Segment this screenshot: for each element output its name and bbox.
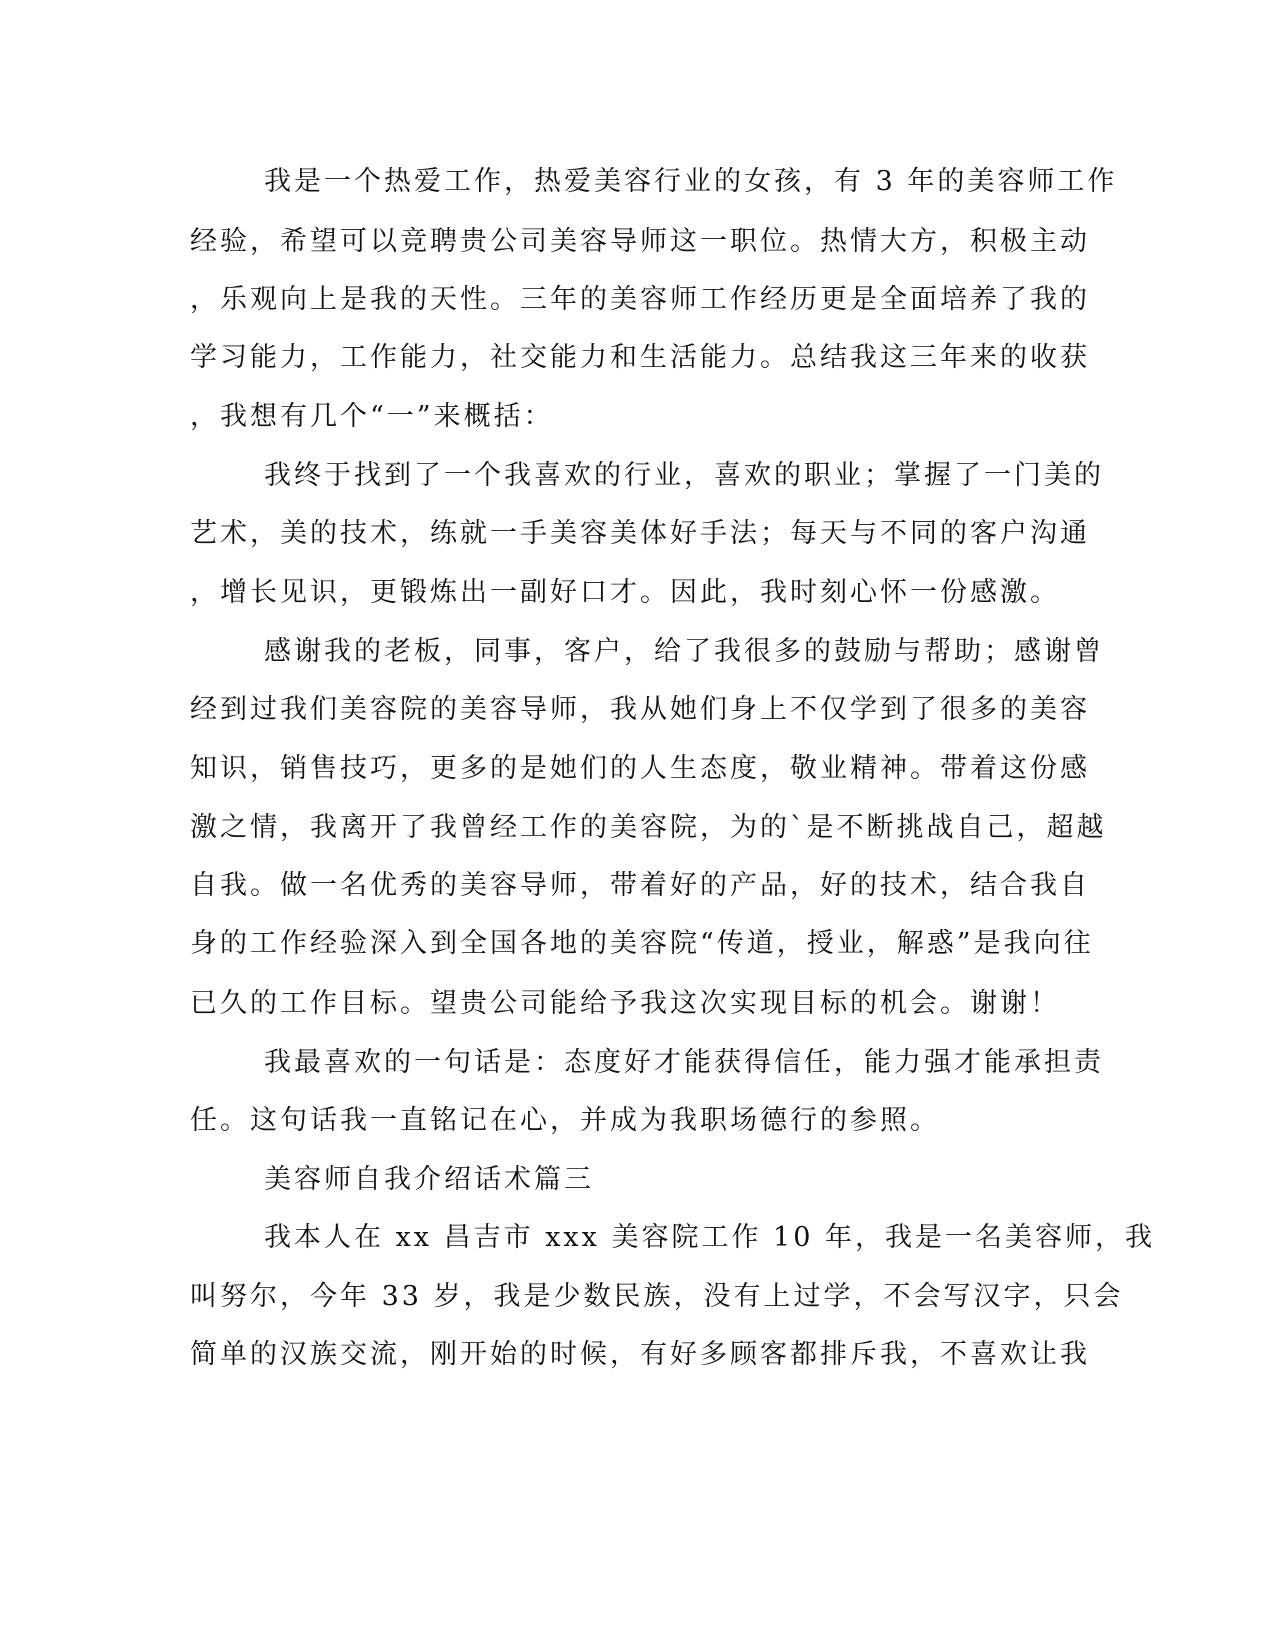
- paragraph-3-line-5: 自我。做一名优秀的美容导师，带着好的产品，好的技术，结合我自: [190, 870, 1090, 901]
- paragraph-3-line-1: 感谢我的老板，同事，客户，给了我很多的鼓励与帮助；感谢曾: [264, 636, 1104, 667]
- paragraph-2-line-1: 我终于找到了一个我喜欢的行业，喜欢的职业；掌握了一门美的: [264, 460, 1104, 491]
- paragraph-1-line-3: ，乐观向上是我的天性。三年的美容师工作经历更是全面培养了我的: [190, 284, 1090, 315]
- paragraph-2-line-2: 艺术，美的技术，练就一手美容美体好手法；每天与不同的客户沟通: [190, 518, 1090, 549]
- paragraph-5-line-3: 简单的汉族交流，刚开始的时候，有好多顾客都排斥我，不喜欢让我: [190, 1339, 1090, 1370]
- paragraph-2-line-3: ，增长见识，更锻炼出一副好口才。因此，我时刻心怀一份感激。: [190, 577, 1060, 608]
- paragraph-1-line-4: 学习能力，工作能力，社交能力和生活能力。总结我这三年来的收获: [190, 342, 1090, 373]
- paragraph-4-line-2: 任。这句话我一直铭记在心，并成为我职场德行的参照。: [190, 1105, 940, 1136]
- paragraph-1-line-5: ，我想有几个“一”来概括：: [190, 401, 554, 432]
- paragraph-1-line-1: 我是一个热爱工作，热爱美容行业的女孩，有 3 年的美容师工作: [264, 166, 1118, 197]
- paragraph-3-line-7: 已久的工作目标。望贵公司能给予我这次实现目标的机会。谢谢！: [190, 988, 1060, 1019]
- paragraph-5-line-2: 叫努尔，今年 33 岁，我是少数民族，没有上过学，不会写汉字，只会: [190, 1281, 1124, 1312]
- paragraph-5-line-1: 我本人在 xx 昌吉市 xxx 美容院工作 10 年，我是一名美容师，我: [264, 1222, 1155, 1253]
- paragraph-3-line-2: 经到过我们美容院的美容导师，我从她们身上不仅学到了很多的美容: [190, 694, 1090, 725]
- paragraph-1-line-2: 经验，希望可以竞聘贵公司美容导师这一职位。热情大方，积极主动: [190, 226, 1090, 257]
- paragraph-4-line-1: 我最喜欢的一句话是：态度好才能获得信任，能力强才能承担责: [264, 1047, 1104, 1078]
- paragraph-3-line-3: 知识，销售技巧，更多的是她们的人生态度，敬业精神。带着这份感: [190, 753, 1090, 784]
- paragraph-3-line-4: 激之情，我离开了我曾经工作的美容院，为的`是不断挑战自己，超越: [190, 812, 1107, 843]
- section-heading: 美容师自我介绍话术篇三: [264, 1164, 594, 1195]
- paragraph-3-line-6: 身的工作经验深入到全国各地的美容院“传道，授业，解惑”是我向往: [190, 928, 1094, 959]
